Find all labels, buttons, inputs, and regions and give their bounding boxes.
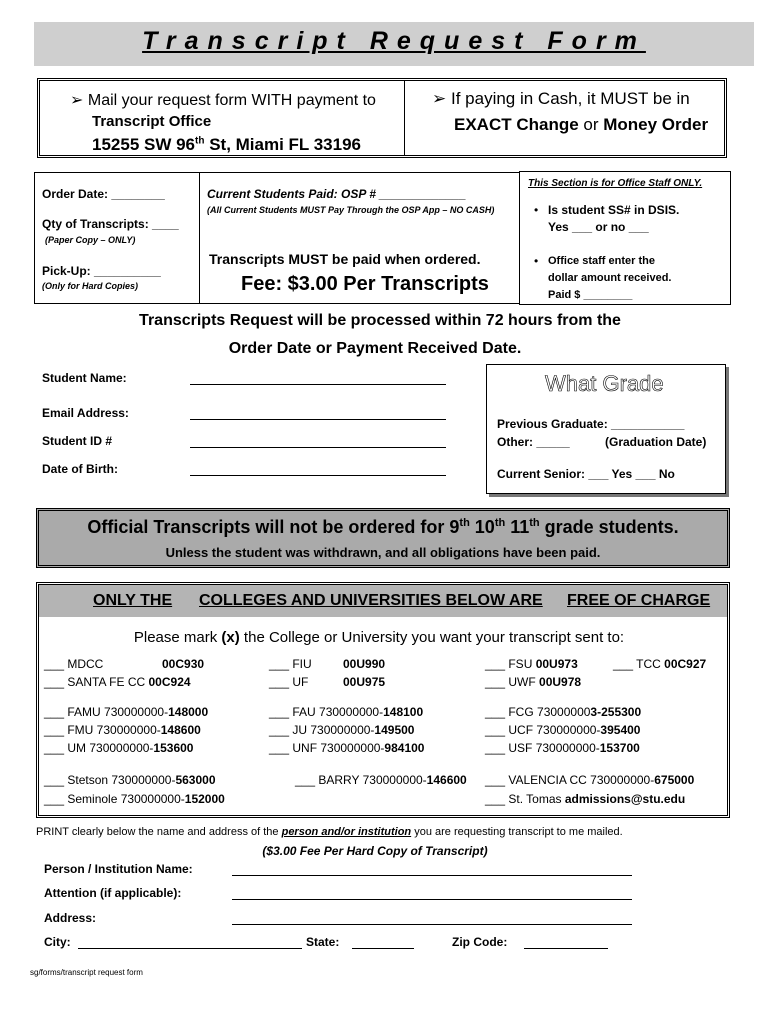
title-bar: [34, 22, 754, 66]
student-id-label: Student ID #: [42, 434, 113, 448]
address-label: Address:: [44, 911, 97, 925]
mail-office: Transcript Office: [92, 113, 212, 130]
pickup-field[interactable]: Pick-Up: __________: [42, 264, 161, 278]
student-name-label: Student Name:: [42, 371, 127, 385]
arrow-bullet-icon: ➢: [432, 89, 447, 109]
colleges-header: [39, 585, 727, 617]
processing-note-1: Transcripts Request will be processed within 72 hours from the: [139, 312, 621, 329]
college-option-valencia[interactable]: ___ VALENCIA CC 730000000-675000: [485, 773, 695, 787]
city-input[interactable]: [78, 948, 302, 949]
email-input[interactable]: [190, 419, 446, 420]
email-label: Email Address:: [42, 406, 129, 420]
current-senior-field[interactable]: Current Senior: ___ Yes ___ No: [497, 467, 675, 481]
instruction-text: Please mark (x) the College or University you want your transcript sent to:: [133, 629, 625, 646]
processing-note-2: Order Date or Payment Received Date.: [228, 340, 522, 357]
qty-field[interactable]: Qty of Transcripts: ____: [42, 217, 179, 231]
page-title: Transcript Request Form: [142, 27, 646, 55]
mail-address: 15255 SW 96th St, Miami FL 33196: [92, 135, 361, 154]
student-id-input[interactable]: [190, 447, 446, 448]
divider: [199, 173, 200, 303]
city-label: City:: [44, 935, 71, 949]
college-option-uwf[interactable]: ___ UWF 00U978: [485, 675, 582, 689]
payment-notice: Transcripts MUST be paid when ordered.: [209, 251, 481, 267]
print-instruction: PRINT clearly below the name and address of the person and/or institution you are requesting transcript to me mailed.: [36, 826, 623, 838]
state-input[interactable]: [352, 948, 414, 949]
official-exception: Unless the student was withdrawn, and all obligations have been paid.: [165, 545, 601, 560]
college-option-um[interactable]: ___ UM 730000000-153600: [44, 741, 194, 755]
college-option-fcg[interactable]: ___ FCG 730000003-255300: [485, 705, 642, 719]
college-option-fau[interactable]: ___ FAU 730000000-148100: [269, 705, 424, 719]
college-option-uf[interactable]: ___ UF 00U975: [269, 675, 386, 689]
bullet-icon: •: [534, 203, 539, 217]
college-option-stetson[interactable]: ___ Stetson 730000000-563000: [44, 773, 216, 787]
graduation-date-label: (Graduation Date): [605, 435, 707, 449]
college-option-fmu[interactable]: ___ FMU 730000000-148600: [44, 723, 201, 737]
cash-requirement: EXACT Change or Money Order: [454, 115, 709, 134]
osp-field[interactable]: Current Students Paid: OSP # _____________: [207, 187, 467, 201]
arrow-bullet-icon: ➢: [70, 90, 84, 109]
college-option-st-tomas[interactable]: ___ St. Tomas admissions@stu.edu: [485, 792, 686, 806]
college-option-fsu[interactable]: ___ FSU 00U973: [485, 657, 578, 671]
official-notice: Official Transcripts will not be ordered for 9th 10th 11th grade students.: [87, 517, 679, 537]
official-transcripts-banner: [36, 508, 730, 568]
mail-instruction: ➢ Mail your request form WITH payment to: [70, 90, 376, 109]
order-date-field[interactable]: Order Date: ________: [42, 187, 165, 201]
person-input[interactable]: [232, 875, 632, 876]
hard-copy-fee-note: ($3.00 Fee Per Hard Copy of Transcript): [262, 844, 488, 858]
college-option-unf[interactable]: ___ UNF 730000000-984100: [269, 741, 425, 755]
office-staff-box: [519, 171, 731, 305]
previous-graduate-field[interactable]: Previous Graduate: ___________: [497, 417, 685, 431]
amount-received[interactable]: Office staff enter the dollar amount received. Paid $ ________: [548, 255, 672, 301]
qty-note: (Paper Copy – ONLY): [45, 235, 136, 245]
colleges-section: [36, 582, 730, 818]
college-option-ju[interactable]: ___ JU 730000000-149500: [269, 723, 415, 737]
college-option-ucf[interactable]: ___ UCF 730000000-395400: [485, 723, 641, 737]
college-option-fiu[interactable]: ___ FIU 00U990: [269, 657, 386, 671]
zip-label: Zip Code:: [452, 935, 508, 949]
order-section: [34, 172, 730, 304]
fee-text: Fee: $3.00 Per Transcripts: [241, 273, 489, 295]
footer: sg/forms/transcript request form: [30, 968, 143, 977]
person-label: Person / Institution Name:: [44, 862, 193, 876]
payment-info-box: [37, 78, 727, 158]
header-only-the: ONLY THE: [93, 592, 173, 609]
college-option-usf[interactable]: ___ USF 730000000-153700: [485, 741, 640, 755]
address-input[interactable]: [232, 924, 632, 925]
bullet-icon: •: [534, 254, 539, 268]
header-colleges: COLLEGES AND UNIVERSITIES BELOW ARE: [199, 592, 543, 609]
grade-title: What Grade: [545, 371, 664, 396]
other-field[interactable]: Other: _____: [497, 435, 570, 449]
cash-instruction: ➢ If paying in Cash, it MUST be in: [432, 89, 690, 109]
office-heading: This Section is for Office Staff ONLY.: [528, 178, 703, 189]
state-label: State:: [306, 935, 340, 949]
college-option-barry[interactable]: ___ BARRY 730000000-146600: [295, 773, 467, 787]
dob-label: Date of Birth:: [42, 462, 118, 476]
pickup-note: (Only for Hard Copies): [42, 281, 139, 291]
college-option-mdcc[interactable]: ___ MDCC 00C930: [44, 657, 205, 671]
zip-input[interactable]: [524, 948, 608, 949]
dob-input[interactable]: [190, 475, 446, 476]
header-free: FREE OF CHARGE: [567, 592, 711, 609]
college-option-seminole[interactable]: ___ Seminole 730000000-152000: [44, 792, 225, 806]
attention-input[interactable]: [232, 899, 632, 900]
college-option-famu[interactable]: ___ FAMU 730000000-148000: [44, 705, 209, 719]
grade-box: [486, 364, 726, 494]
ssn-check[interactable]: Is student SS# in DSIS. Yes ___ or no ___: [548, 203, 680, 234]
divider: [404, 81, 405, 155]
college-option-tcc[interactable]: ___ TCC 00C927: [613, 657, 707, 671]
college-option-santa-fe[interactable]: ___ SANTA FE CC 00C924: [44, 675, 191, 689]
osp-note: (All Current Students MUST Pay Through the OSP App – NO CASH): [207, 205, 495, 215]
attention-label: Attention (if applicable):: [44, 886, 182, 900]
student-name-input[interactable]: [190, 384, 446, 385]
